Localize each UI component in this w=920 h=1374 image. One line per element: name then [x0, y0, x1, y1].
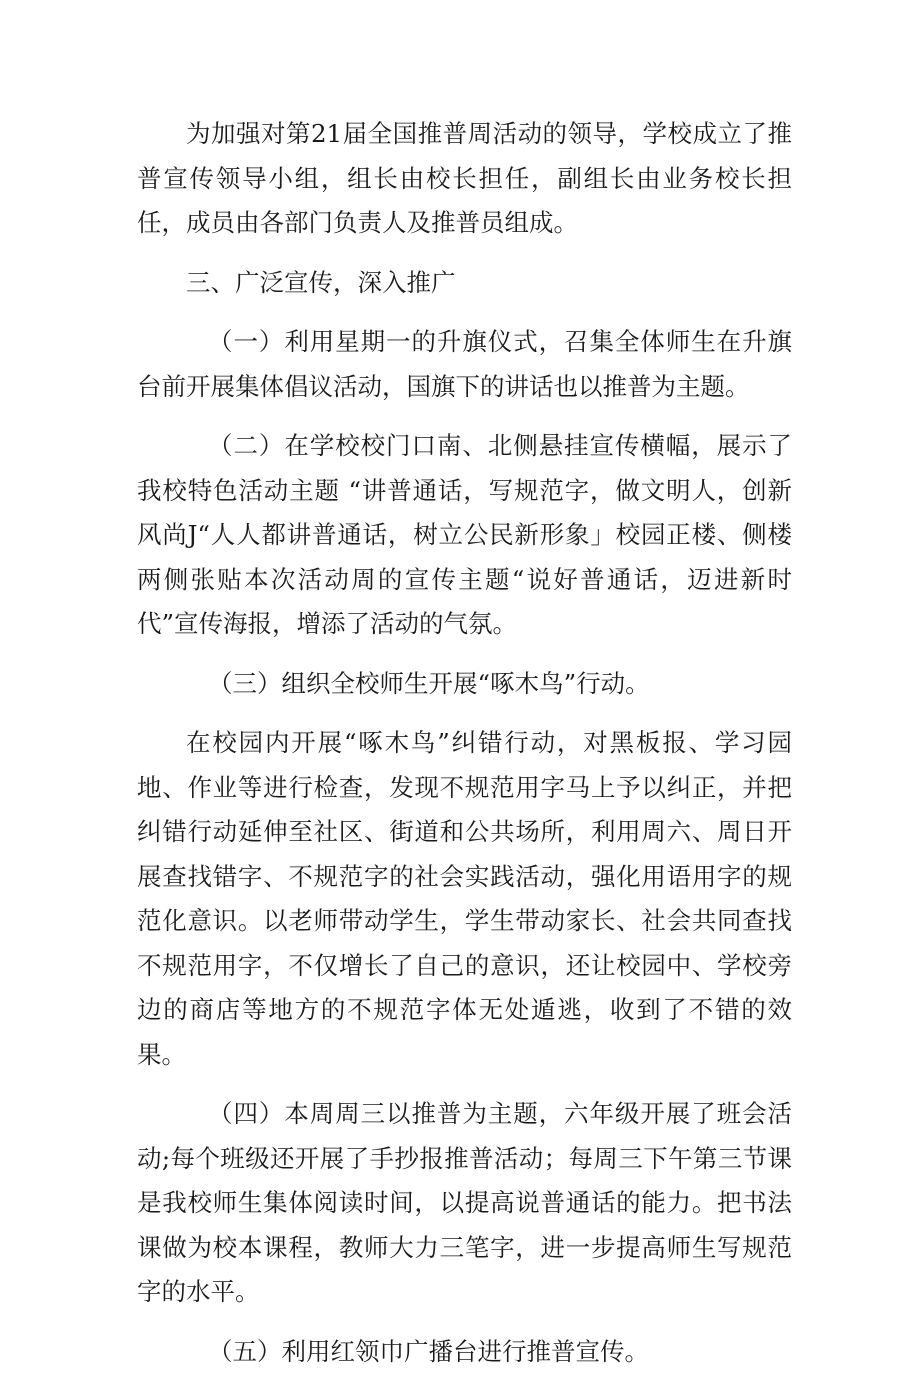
document-body — [137, 112, 792, 1374]
paragraph-broadcast: （五）利用红领巾广播台进行推普宣传。 — [137, 1330, 792, 1374]
section-heading-publicity: 三、广泛宣传，深入推广 — [137, 261, 792, 306]
paragraph-leadership-group: 为加强对第21届全国推普周活动的领导，学校成立了推普宣传领导小组，组长由校长担任，副组长由业务校长担任，成员由各部门负责人及推普员组成。 — [137, 112, 792, 246]
paragraph-flag-ceremony: （一）利用星期一的升旗仪式，召集全体师生在升旗台前开展集体倡议活动，国旗下的讲话也以推普为主题。 — [137, 320, 792, 409]
paragraph-woodpecker-action: 在校园内开展“啄木鸟”纠错行动，对黑板报、学习园地、作业等进行检查，发现不规范用字马上予以纠正，并把纠错行动延伸至社区、街道和公共场所，利用周六、周日开展查找错字、不规范字的社会实践活动，强化用语用字的规范化意识。以老师带动学生，学生带动家长、社会共同查找不规范用字，不仅增长了自己的意识，还让校园中、学校旁边的商店等地方的不规范字体无处遁逃，收到了不错的效果。 — [137, 721, 792, 1077]
paragraph-woodpecker-heading: （三）组织全校师生开展“啄木鸟”行动。 — [137, 662, 792, 707]
paragraph-class-activities: （四）本周周三以推普为主题，六年级开展了班会活动;每个班级还开展了手抄报推普活动；每周三下午第三节课是我校师生集体阅读时间，以提高说普通话的能力。把书法课做为校本课程，教师大力三笔字，进一步提高师生写规范字的水平。 — [137, 1092, 792, 1315]
paragraph-banners: （二）在学校校门口南、北侧悬挂宣传横幅，展示了我校特色活动主题 “讲普通话，写规范字，做文明人，创新风尚J“人人都讲普通话，树立公民新形象」校园正楼、侧楼两侧张贴本次活动周的宣传主题“说好普通话，迈进新时代”宣传海报，增添了活动的气氛。 — [137, 424, 792, 647]
